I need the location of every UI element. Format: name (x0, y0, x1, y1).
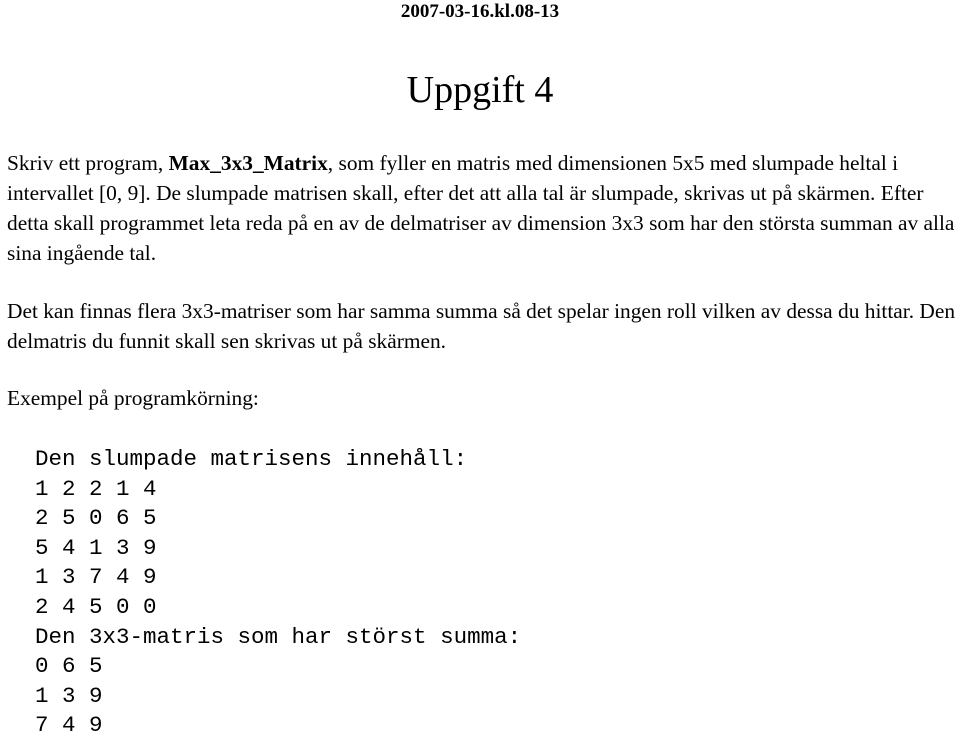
example-output-line: Den 3x3-matris som har störst summa: (35, 623, 522, 650)
example-output-block (35, 445, 521, 741)
task-description-paragraph (7, 148, 957, 268)
example-output-line: 0 6 5 (35, 653, 103, 680)
example-output-line: 1 2 2 1 4 (35, 475, 157, 502)
program-name: Max_3x3_Matrix (168, 151, 328, 175)
example-output-line: 5 4 1 3 9 (35, 534, 157, 561)
example-output-line: Den slumpade matrisens innehåll: (35, 446, 468, 472)
header-date: 2007-03-16.kl.08-13 (400, 1, 560, 22)
page-title: Uppgift 4 (406, 69, 554, 111)
example-output-line: 1 3 9 (35, 682, 103, 709)
example-heading: Exempel på programkörning: (7, 386, 259, 410)
example-output-line: 2 4 5 0 0 (35, 593, 157, 620)
note-paragraph: Det kan finnas flera 3x3-matriser som har samma summa så det spelar ingen roll vilken av dessa du hittar. Den delmatris du funnit skall sen skrivas ut på skärmen. (7, 299, 956, 353)
task-description-body: , som fyller en matris med dimensionen 5x5 med slumpade heltal i intervallet [0, 9]. De slumpade matrisen skall, efter det att alla tal är slumpade, skrivas ut på skärmen. Efter detta skall programmet leta reda på en av de delmatriser av dimension 3x3 som har den största summan av alla sina ingående tal. (7, 151, 955, 265)
example-output-line: 1 3 7 4 9 (35, 564, 157, 591)
example-output-line: 7 4 9 (35, 712, 103, 739)
example-output-line: 2 5 0 6 5 (35, 505, 157, 532)
task-description-intro: Skriv ett program, (7, 151, 169, 175)
